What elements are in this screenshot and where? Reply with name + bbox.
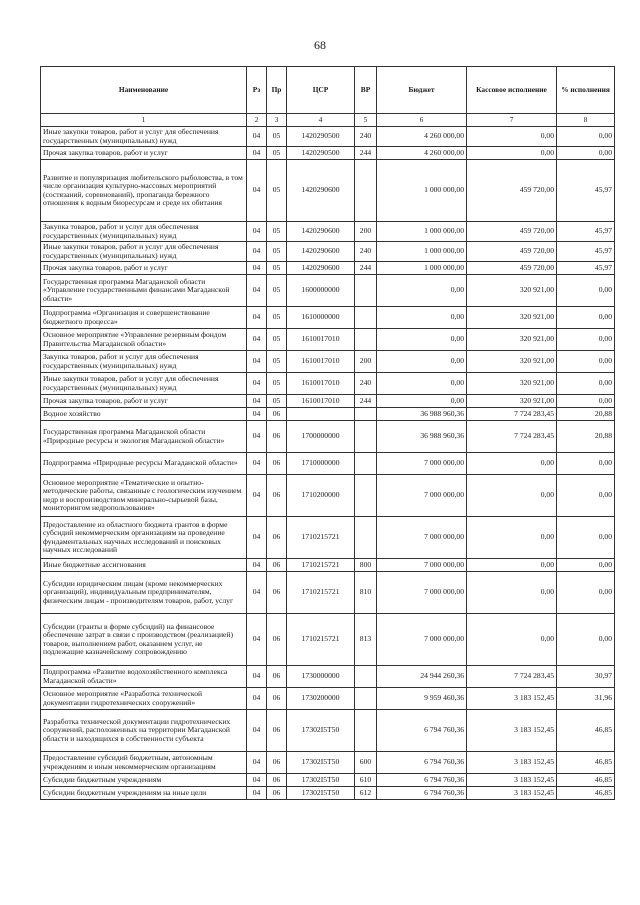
row-pr: 05 xyxy=(267,275,287,307)
row-rz: 04 xyxy=(247,329,267,351)
row-rz: 04 xyxy=(247,307,267,329)
row-execution-percent: 0,00 xyxy=(557,475,615,517)
row-vr xyxy=(355,666,377,688)
table-row xyxy=(41,666,615,688)
row-csr: 1420290600 xyxy=(287,242,355,262)
row-execution-percent: 0,00 xyxy=(557,275,615,307)
row-pr: 05 xyxy=(267,329,287,351)
row-budget: 0,00 xyxy=(377,373,467,395)
table-row xyxy=(41,787,615,800)
row-name: Иные бюджетные ассигнования xyxy=(41,559,247,572)
row-csr xyxy=(287,408,355,421)
row-cash-execution: 459 720,00 xyxy=(467,222,557,242)
row-vr: 200 xyxy=(355,222,377,242)
row-budget: 1 000 000,00 xyxy=(377,242,467,262)
row-cash-execution: 0,00 xyxy=(467,572,557,614)
row-budget: 1 000 000,00 xyxy=(377,262,467,275)
row-cash-execution: 0,00 xyxy=(467,559,557,572)
row-name: Субсидии бюджетным учреждениям на иные цели xyxy=(41,787,247,800)
row-csr: 1710215721 xyxy=(287,572,355,614)
row-execution-percent: 20,88 xyxy=(557,408,615,421)
row-csr: 1730000000 xyxy=(287,666,355,688)
row-cash-execution: 0,00 xyxy=(467,127,557,147)
row-rz: 04 xyxy=(247,222,267,242)
row-name: Иные закупки товаров, работ и услуг для обеспечения государственных (муниципальных) нужд xyxy=(41,127,247,147)
row-pr: 05 xyxy=(267,222,287,242)
table-row xyxy=(41,222,615,242)
row-cash-execution: 7 724 283,45 xyxy=(467,408,557,421)
table-row xyxy=(41,408,615,421)
row-pr: 06 xyxy=(267,475,287,517)
row-csr: 17302I5T50 xyxy=(287,787,355,800)
row-name: Иные закупки товаров, работ и услуг для обеспечения государственных (муниципальных) нужд xyxy=(41,242,247,262)
header-csr: ЦСР xyxy=(287,67,355,114)
row-cash-execution: 7 724 283,45 xyxy=(467,421,557,453)
row-name: Подпрограмма «Природные ресурсы Магаданской области» xyxy=(41,453,247,475)
row-rz: 04 xyxy=(247,559,267,572)
row-name: Подпрограмма «Развитие водохозяйственного комплекса Магаданской области» xyxy=(41,666,247,688)
row-rz: 04 xyxy=(247,421,267,453)
row-cash-execution: 0,00 xyxy=(467,475,557,517)
row-name: Закупка товаров, работ и услуг для обеспечения государственных (муниципальных) нужд xyxy=(41,351,247,373)
row-rz: 04 xyxy=(247,160,267,222)
row-vr xyxy=(355,160,377,222)
row-rz: 04 xyxy=(247,395,267,408)
row-name: Предоставление субсидий бюджетным, автономным учреждениям и иным некоммерческим организациям xyxy=(41,752,247,774)
row-name: Предоставление из областного бюджета грантов в форме субсидий некоммерческим организациям на проведение фундаментальных научных исследований и поисковых научных исследований xyxy=(41,517,247,559)
table-row xyxy=(41,329,615,351)
row-pr: 06 xyxy=(267,572,287,614)
row-rz: 04 xyxy=(247,517,267,559)
row-pr: 06 xyxy=(267,614,287,666)
page-number: 68 xyxy=(314,38,326,52)
table-row xyxy=(41,572,615,614)
row-rz: 04 xyxy=(247,752,267,774)
row-budget: 0,00 xyxy=(377,351,467,373)
row-budget: 0,00 xyxy=(377,329,467,351)
row-rz: 04 xyxy=(247,475,267,517)
row-pr: 06 xyxy=(267,688,287,710)
row-csr: 1700000000 xyxy=(287,421,355,453)
row-rz: 04 xyxy=(247,710,267,752)
row-name: Субсидии (гранты в форме субсидий) на финансовое обеспечение затрат в связи с производством (реализацией) товаров, выполнением работ, оказанием услуг, не подлежащие казначейскому сопровождению xyxy=(41,614,247,666)
row-name: Прочая закупка товаров, работ и услуг xyxy=(41,395,247,408)
row-cash-execution: 3 183 152,45 xyxy=(467,752,557,774)
row-execution-percent: 46,85 xyxy=(557,787,615,800)
row-execution-percent: 0,00 xyxy=(557,559,615,572)
row-budget: 6 794 760,36 xyxy=(377,774,467,787)
row-cash-execution: 459 720,00 xyxy=(467,262,557,275)
row-csr: 1710215721 xyxy=(287,559,355,572)
row-execution-percent: 45,97 xyxy=(557,160,615,222)
row-csr: 1710200000 xyxy=(287,475,355,517)
row-cash-execution: 3 183 152,45 xyxy=(467,710,557,752)
row-budget: 6 794 760,36 xyxy=(377,752,467,774)
table-row xyxy=(41,262,615,275)
row-rz: 04 xyxy=(247,147,267,160)
row-pr: 06 xyxy=(267,666,287,688)
row-pr: 06 xyxy=(267,453,287,475)
row-cash-execution: 459 720,00 xyxy=(467,160,557,222)
header-budget: Бюджет xyxy=(377,67,467,114)
row-budget: 7 000 000,00 xyxy=(377,614,467,666)
column-number: 4 xyxy=(287,114,355,127)
row-rz: 04 xyxy=(247,242,267,262)
row-budget: 1 000 000,00 xyxy=(377,160,467,222)
row-execution-percent: 46,85 xyxy=(557,752,615,774)
row-csr: 17302I5T50 xyxy=(287,710,355,752)
header-pr: Пр xyxy=(267,67,287,114)
row-execution-percent: 0,00 xyxy=(557,147,615,160)
row-budget: 36 988 960,36 xyxy=(377,408,467,421)
row-budget: 9 959 460,36 xyxy=(377,688,467,710)
row-csr: 1420290600 xyxy=(287,222,355,242)
budget-execution-table xyxy=(40,66,615,800)
row-execution-percent: 0,00 xyxy=(557,329,615,351)
table-row xyxy=(41,242,615,262)
row-cash-execution: 3 183 152,45 xyxy=(467,774,557,787)
row-vr: 800 xyxy=(355,559,377,572)
row-execution-percent: 0,00 xyxy=(557,614,615,666)
row-vr xyxy=(355,307,377,329)
row-pr: 06 xyxy=(267,710,287,752)
row-vr xyxy=(355,517,377,559)
row-execution-percent: 0,00 xyxy=(557,517,615,559)
row-rz: 04 xyxy=(247,774,267,787)
row-vr xyxy=(355,688,377,710)
row-vr: 610 xyxy=(355,774,377,787)
row-execution-percent: 45,97 xyxy=(557,242,615,262)
row-budget: 7 000 000,00 xyxy=(377,475,467,517)
row-vr: 240 xyxy=(355,127,377,147)
header-vr: ВР xyxy=(355,67,377,114)
row-budget: 7 000 000,00 xyxy=(377,572,467,614)
row-name: Субсидии юридическим лицам (кроме некоммерческих организаций), индивидуальным предпринимателям, физическим лицам - производителям товаров, работ, услуг xyxy=(41,572,247,614)
row-name: Прочая закупка товаров, работ и услуг xyxy=(41,147,247,160)
table-row xyxy=(41,475,615,517)
row-cash-execution: 320 921,00 xyxy=(467,275,557,307)
row-pr: 06 xyxy=(267,774,287,787)
table-row xyxy=(41,688,615,710)
table-row xyxy=(41,517,615,559)
row-budget: 4 260 000,00 xyxy=(377,127,467,147)
row-csr: 1610000000 xyxy=(287,307,355,329)
column-number: 7 xyxy=(467,114,557,127)
row-pr: 05 xyxy=(267,307,287,329)
row-rz: 04 xyxy=(247,275,267,307)
table-row xyxy=(41,160,615,222)
row-cash-execution: 3 183 152,45 xyxy=(467,787,557,800)
row-execution-percent: 0,00 xyxy=(557,127,615,147)
row-vr: 244 xyxy=(355,395,377,408)
row-rz: 04 xyxy=(247,408,267,421)
row-name: Государственная программа Магаданской области «Управление государственными финансами Магаданской области» xyxy=(41,275,247,307)
column-number-row xyxy=(41,114,615,127)
row-budget: 0,00 xyxy=(377,395,467,408)
row-execution-percent: 46,85 xyxy=(557,774,615,787)
row-pr: 05 xyxy=(267,395,287,408)
row-csr: 17302I5T50 xyxy=(287,774,355,787)
row-name: Иные закупки товаров, работ и услуг для обеспечения государственных (муниципальных) нужд xyxy=(41,373,247,395)
row-csr: 1710215721 xyxy=(287,517,355,559)
row-cash-execution: 0,00 xyxy=(467,614,557,666)
row-cash-execution: 320 921,00 xyxy=(467,329,557,351)
row-rz: 04 xyxy=(247,351,267,373)
row-name: Субсидии бюджетным учреждениям xyxy=(41,774,247,787)
row-pr: 06 xyxy=(267,421,287,453)
row-cash-execution: 0,00 xyxy=(467,147,557,160)
header-name: Наименование xyxy=(41,67,247,114)
row-pr: 05 xyxy=(267,262,287,275)
row-vr: 200 xyxy=(355,351,377,373)
table-row xyxy=(41,351,615,373)
row-csr: 1420290500 xyxy=(287,147,355,160)
row-csr: 1610017010 xyxy=(287,329,355,351)
row-name: Основное мероприятие «Разработка технической документации гидротехнических сооружений» xyxy=(41,688,247,710)
row-vr xyxy=(355,421,377,453)
row-rz: 04 xyxy=(247,614,267,666)
row-name: Подпрограмма «Организация и совершенствование бюджетного процесса» xyxy=(41,307,247,329)
row-budget: 7 000 000,00 xyxy=(377,517,467,559)
row-csr: 17302I5T50 xyxy=(287,752,355,774)
table-row xyxy=(41,559,615,572)
row-vr: 600 xyxy=(355,752,377,774)
row-csr: 1420290500 xyxy=(287,127,355,147)
row-pr: 05 xyxy=(267,147,287,160)
table-row xyxy=(41,395,615,408)
row-execution-percent: 45,97 xyxy=(557,222,615,242)
row-cash-execution: 459 720,00 xyxy=(467,242,557,262)
row-vr: 612 xyxy=(355,787,377,800)
row-execution-percent: 0,00 xyxy=(557,373,615,395)
row-csr: 1730200000 xyxy=(287,688,355,710)
header-execution-percent: % исполнения xyxy=(557,67,615,114)
row-vr: 810 xyxy=(355,572,377,614)
header-rz: Рз xyxy=(247,67,267,114)
row-vr: 813 xyxy=(355,614,377,666)
row-cash-execution: 0,00 xyxy=(467,453,557,475)
row-budget: 1 000 000,00 xyxy=(377,222,467,242)
row-budget: 7 000 000,00 xyxy=(377,453,467,475)
row-execution-percent: 0,00 xyxy=(557,572,615,614)
table-row xyxy=(41,421,615,453)
row-budget: 6 794 760,36 xyxy=(377,710,467,752)
row-execution-percent: 0,00 xyxy=(557,453,615,475)
row-cash-execution: 320 921,00 xyxy=(467,351,557,373)
row-pr: 06 xyxy=(267,408,287,421)
row-name: Основное мероприятие «Управление резервным фондом Правительства Магаданской области» xyxy=(41,329,247,351)
row-csr: 1710000000 xyxy=(287,453,355,475)
column-number: 3 xyxy=(267,114,287,127)
row-execution-percent: 0,00 xyxy=(557,395,615,408)
row-rz: 04 xyxy=(247,787,267,800)
row-csr: 1420290600 xyxy=(287,262,355,275)
row-budget: 7 000 000,00 xyxy=(377,559,467,572)
row-name: Государственная программа Магаданской области «Природные ресурсы и экология Магаданской области» xyxy=(41,421,247,453)
table-row xyxy=(41,147,615,160)
column-number: 6 xyxy=(377,114,467,127)
row-name: Развитие и популяризация любительского рыболовства, в том числе организация культурно-массовых мероприятий (состязаний, соревнований), пропаганда бережного отношения к водным биоресурсам и среде их обитания xyxy=(41,160,247,222)
row-cash-execution: 320 921,00 xyxy=(467,307,557,329)
row-rz: 04 xyxy=(247,262,267,275)
row-budget: 0,00 xyxy=(377,307,467,329)
row-vr: 240 xyxy=(355,373,377,395)
table-row xyxy=(41,373,615,395)
row-pr: 05 xyxy=(267,373,287,395)
row-cash-execution: 320 921,00 xyxy=(467,373,557,395)
row-vr xyxy=(355,408,377,421)
row-vr xyxy=(355,453,377,475)
row-pr: 06 xyxy=(267,559,287,572)
column-number: 8 xyxy=(557,114,615,127)
row-vr xyxy=(355,275,377,307)
row-execution-percent: 45,97 xyxy=(557,262,615,275)
row-cash-execution: 3 183 152,45 xyxy=(467,688,557,710)
row-vr xyxy=(355,329,377,351)
row-pr: 05 xyxy=(267,160,287,222)
row-pr: 06 xyxy=(267,787,287,800)
row-name: Прочая закупка товаров, работ и услуг xyxy=(41,262,247,275)
table-body xyxy=(41,127,615,800)
row-csr: 1710215721 xyxy=(287,614,355,666)
table-row xyxy=(41,453,615,475)
row-csr: 1420290600 xyxy=(287,160,355,222)
row-vr: 240 xyxy=(355,242,377,262)
table-row xyxy=(41,774,615,787)
row-csr: 1600000000 xyxy=(287,275,355,307)
row-execution-percent: 20,88 xyxy=(557,421,615,453)
row-rz: 04 xyxy=(247,666,267,688)
row-pr: 06 xyxy=(267,752,287,774)
row-name: Разработка технической документации гидротехнических сооружений, расположенных на территории Магаданской области и находящихся в собственности субъекта xyxy=(41,710,247,752)
row-csr: 1610017010 xyxy=(287,395,355,408)
table-row xyxy=(41,275,615,307)
header-cash-execution: Кассовое исполнение xyxy=(467,67,557,114)
column-number: 1 xyxy=(41,114,247,127)
column-number: 2 xyxy=(247,114,267,127)
row-name: Закупка товаров, работ и услуг для обеспечения государственных (муниципальных) нужд xyxy=(41,222,247,242)
row-name: Основное мероприятие «Тематические и опытно-методические работы, связанные с геологическим изучением недр и воспроизводством минерально-сырьевой базы, мониторингом недропользования» xyxy=(41,475,247,517)
header-row xyxy=(41,67,615,114)
row-rz: 04 xyxy=(247,688,267,710)
row-name: Водное хозяйство xyxy=(41,408,247,421)
row-vr: 244 xyxy=(355,262,377,275)
row-execution-percent: 46,85 xyxy=(557,710,615,752)
row-execution-percent: 0,00 xyxy=(557,307,615,329)
column-number: 5 xyxy=(355,114,377,127)
row-pr: 05 xyxy=(267,242,287,262)
row-rz: 04 xyxy=(247,373,267,395)
row-budget: 36 988 960,36 xyxy=(377,421,467,453)
row-pr: 06 xyxy=(267,517,287,559)
row-budget: 24 944 260,36 xyxy=(377,666,467,688)
row-execution-percent: 30,97 xyxy=(557,666,615,688)
row-vr: 244 xyxy=(355,147,377,160)
table-row xyxy=(41,710,615,752)
row-pr: 05 xyxy=(267,351,287,373)
row-csr: 1610017010 xyxy=(287,351,355,373)
table-row xyxy=(41,307,615,329)
row-rz: 04 xyxy=(247,127,267,147)
row-execution-percent: 31,96 xyxy=(557,688,615,710)
table-row xyxy=(41,614,615,666)
row-csr: 1610017010 xyxy=(287,373,355,395)
row-rz: 04 xyxy=(247,453,267,475)
row-cash-execution: 320 921,00 xyxy=(467,395,557,408)
row-budget: 0,00 xyxy=(377,275,467,307)
row-cash-execution: 0,00 xyxy=(467,517,557,559)
table-row xyxy=(41,752,615,774)
row-budget: 4 260 000,00 xyxy=(377,147,467,160)
row-vr xyxy=(355,475,377,517)
row-pr: 05 xyxy=(267,127,287,147)
row-vr xyxy=(355,710,377,752)
row-cash-execution: 7 724 283,45 xyxy=(467,666,557,688)
row-execution-percent: 0,00 xyxy=(557,351,615,373)
table-row xyxy=(41,127,615,147)
row-budget: 6 794 760,36 xyxy=(377,787,467,800)
row-rz: 04 xyxy=(247,572,267,614)
